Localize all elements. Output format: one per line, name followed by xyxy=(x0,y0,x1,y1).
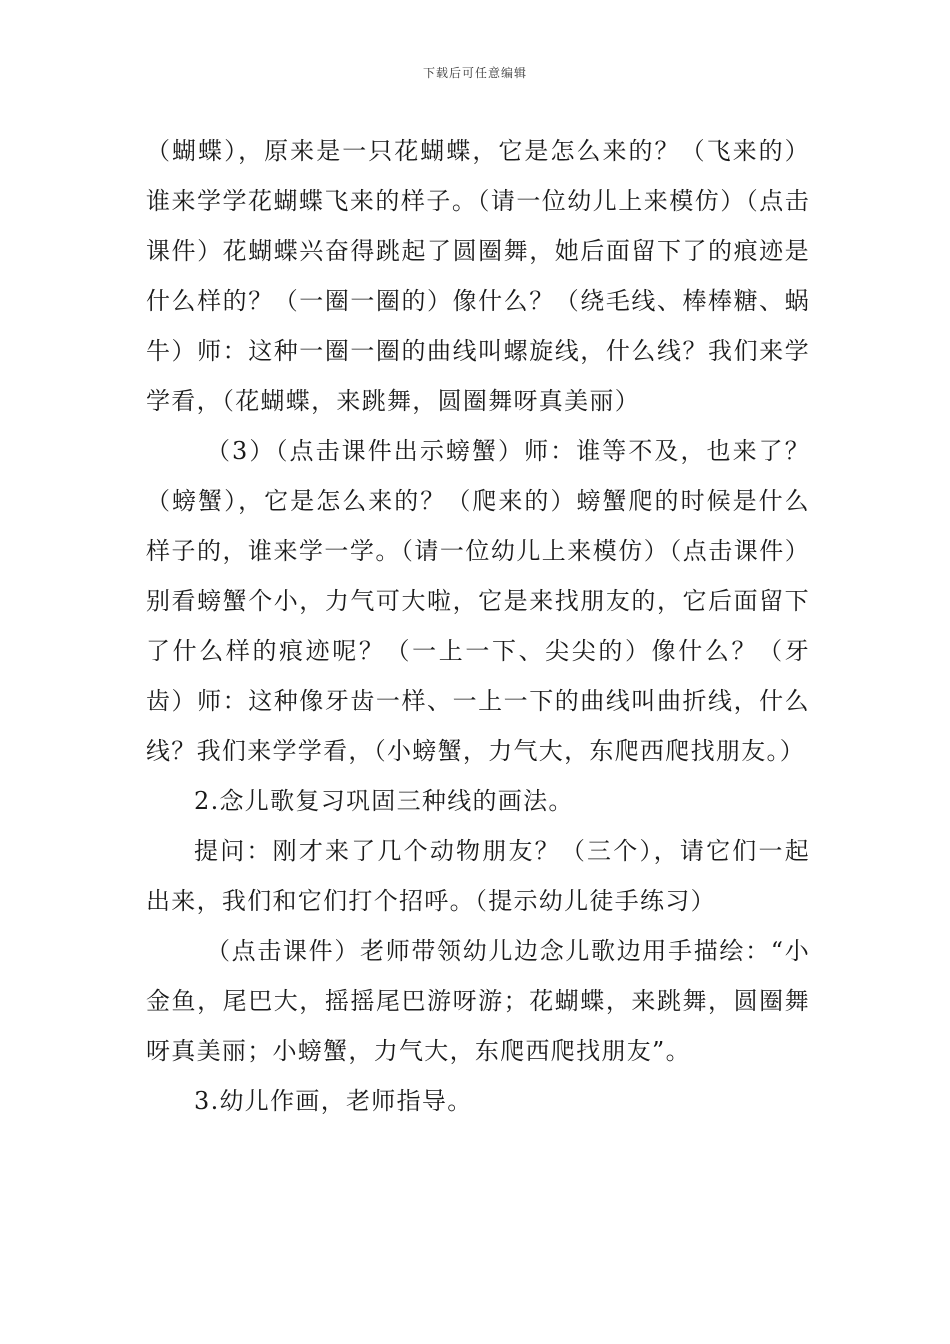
paragraph-step-2-heading: 2.念儿歌复习巩固三种线的画法。 xyxy=(194,787,574,815)
paragraph-butterfly: （蝴蝶），原来是一只花蝴蝶，它是怎么来的？（飞来的）谁来学学花蝴蝶飞来的样子。（请一位幼儿上来模仿）（点击课件）花蝴蝶兴奋得跳起了圆圈舞，她后面留下了的痕迹是什么样的？（一圈一圈的）像什么？（绕毛线、棒棒糖、蜗牛）师：这种一圈一圈的曲线叫螺旋线，什么线？我们来学学看，（花蝴蝶，来跳舞，圆圈舞呀真美丽） xyxy=(146,137,810,415)
paragraph-rhyme: （点击课件）老师带领幼儿边念儿歌边用手描绘：“小金鱼，尾巴大，摇摇尾巴游呀游；花蝴蝶，来跳舞，圆圈舞呀真美丽；小螃蟹，力气大，东爬西爬找朋友”。 xyxy=(146,937,810,1065)
paragraph-step-3-heading: 3.幼儿作画，老师指导。 xyxy=(194,1087,473,1115)
document-body xyxy=(146,126,810,1126)
paragraph-question: 提问：刚才来了几个动物朋友？（三个），请它们一起出来，我们和它们打个招呼。（提示幼儿徒手练习） xyxy=(146,837,810,915)
page-header: 下载后可任意编辑 xyxy=(422,66,527,80)
paragraph-crab: （3）（点击课件出示螃蟹）师：谁等不及，也来了？（螃蟹），它是怎么来的？（爬来的）螃蟹爬的时候是什么样子的，谁来学一学。（请一位幼儿上来模仿）（点击课件）别看螃蟹个小，力气可大啦，它是来找朋友的，它后面留下了什么样的痕迹呢？（一上一下、尖尖的）像什么？（牙齿）师：这种像牙齿一样、一上一下的曲线叫曲折线，什么线？我们来学学看，（小螃蟹，力气大，东爬西爬找朋友。） xyxy=(146,437,810,765)
